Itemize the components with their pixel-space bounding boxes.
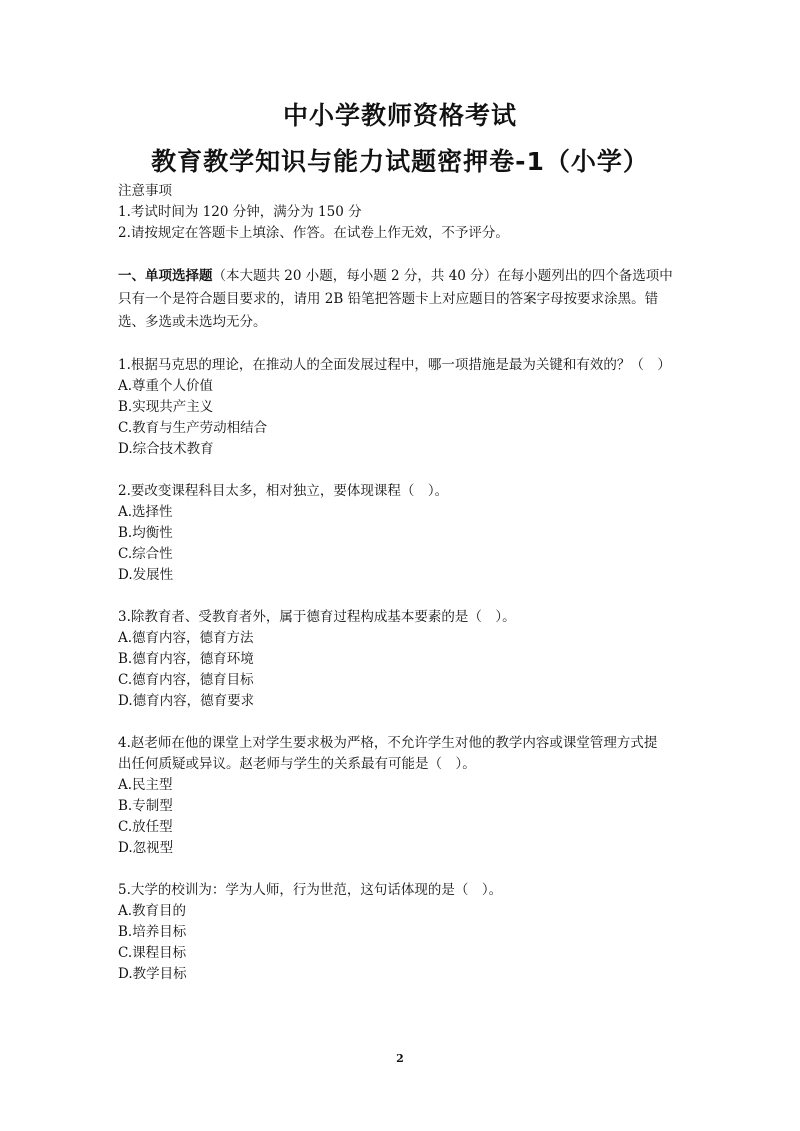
section-instructions-line: 选、多选或未选均无分。 (118, 314, 267, 330)
exam-subtitle: 教育教学知识与能力试题密押卷-1（小学） (151, 147, 649, 176)
option-d: D.教学目标 (118, 966, 187, 982)
question-stem: 1.根据马克思的理论，在推动人的全面发展过程中，哪一项措施是最为关键和有效的？（ ） (118, 357, 671, 373)
option-a: A.民主型 (118, 777, 173, 793)
option-b: B.均衡性 (118, 525, 173, 541)
question-stem-continued: 出任何质疑或异议。赵老师与学生的关系最有可能是（ ）。 (118, 756, 476, 772)
page-number: 2 (396, 1052, 404, 1065)
option-c: C.综合性 (118, 546, 173, 562)
question-stem: 4.赵老师在他的课堂上对学生要求极为严格，不允许学生对他的教学内容或课堂管理方式提 (118, 735, 658, 751)
notes-heading: 注意事项 (118, 183, 172, 199)
question-stem: 5.大学的校训为：学为人师，行为世范，这句话体现的是（ ）。 (118, 882, 503, 898)
option-b: B.专制型 (118, 798, 173, 814)
option-a: A.选择性 (118, 504, 173, 520)
option-d: D.忽视型 (118, 840, 174, 856)
question-2 (118, 481, 688, 586)
question-stem: 3.除教育者、受教育者外，属于德育过程构成基本要素的是（ ）。 (118, 609, 516, 625)
section-instructions (118, 265, 688, 334)
question-1 (118, 355, 688, 460)
option-a: A.教育目的 (118, 903, 187, 919)
section-name: 单项选择题 (145, 268, 213, 284)
question-4 (118, 733, 688, 859)
option-a: A.尊重个人价值 (118, 378, 214, 394)
exam-body (118, 181, 688, 1006)
option-d: D.综合技术教育 (118, 441, 214, 457)
notes-item: 2.请按规定在答题卡上填涂、作答。在试卷上作无效，不予评分。 (118, 225, 509, 241)
question-stem: 2.要改变课程科目太多，相对独立，要体现课程（ ）。 (118, 483, 449, 499)
option-c: C.教育与生产劳动相结合 (118, 420, 268, 436)
option-c: C.德育内容，德育目标 (118, 672, 254, 688)
section-number: 一、 (118, 268, 145, 284)
notes-item: 1.考试时间为 120 分钟，满分为 150 分 (118, 204, 362, 220)
section-instructions-line: （本大题共 20 小题，每小题 2 分，共 40 分）在每小题列出的四个备选项中 (212, 268, 673, 284)
question-3 (118, 607, 688, 712)
exam-title: 中小学教师资格考试 (282, 101, 517, 130)
question-5 (118, 880, 688, 985)
section-instructions-line: 只有一个是符合题目要求的，请用 2B 铅笔把答题卡上对应题目的答案字母按要求涂黑。错 (118, 291, 659, 307)
option-d: D.德育内容，德育要求 (118, 693, 255, 709)
option-c: C.放任型 (118, 819, 173, 835)
option-d: D.发展性 (118, 567, 174, 583)
option-a: A.德育内容，德育方法 (118, 630, 254, 646)
option-b: B.培养目标 (118, 924, 187, 940)
option-b: B.实现共产主义 (118, 399, 214, 415)
option-c: C.课程目标 (118, 945, 187, 961)
option-b: B.德育内容，德育环境 (118, 651, 254, 667)
notes (118, 181, 688, 244)
